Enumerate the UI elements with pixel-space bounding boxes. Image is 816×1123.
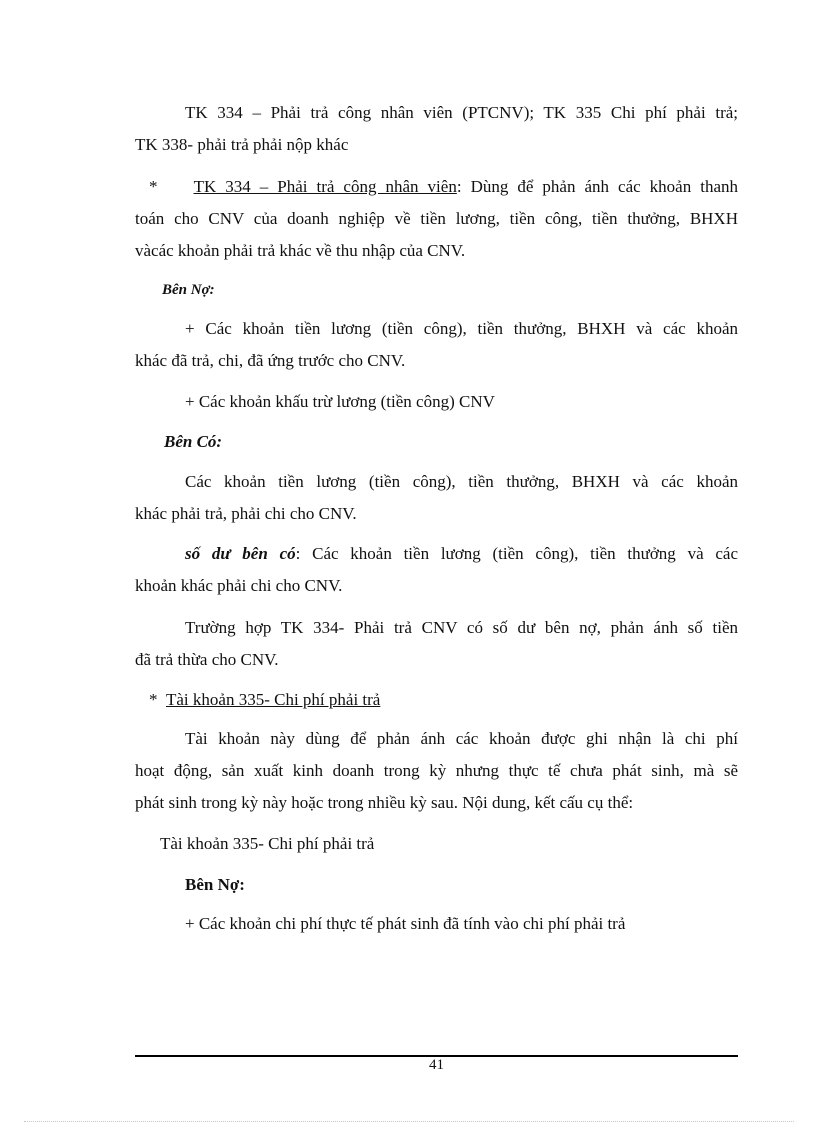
text-line: hoạt động, sản xuất kinh doanh trong kỳ nhưng thực tế chưa phát sinh, mà sẽ (135, 761, 738, 780)
paragraph-credit-balance (135, 538, 738, 602)
paragraph-tk335-description (135, 723, 738, 819)
section-heading-line (135, 171, 738, 203)
text-line: TK 338- phải trả phải nộp khác (135, 135, 349, 154)
paragraph-debit-items (135, 313, 738, 377)
bullet-marker: * (149, 177, 158, 196)
paragraph-credit-items (135, 466, 738, 530)
label-ben-co: Bên Có: (164, 432, 223, 451)
section-tk335 (135, 684, 738, 716)
text-line: Tài khoản này dùng để phản ánh các khoản được ghi nhận là chi phí (185, 729, 738, 748)
page-number: 41 (429, 1057, 444, 1073)
section-heading-line (135, 684, 738, 716)
section-heading: Tài khoản 335- Chi phí phải trả (166, 690, 381, 709)
paragraph-actual-expenses: + Các khoản chi phí thực tế phát sinh đã tính vào chi phí phải trả (185, 914, 626, 933)
section-heading: TK 334 – Phải trả công nhân viên (193, 177, 457, 196)
text-line: khác đã trả, chi, đã ứng trước cho CNV. (135, 351, 406, 370)
text-line: toán cho CNV của doanh nghiệp về tiền lương, tiền công, tiền thưởng, BHXH (135, 209, 738, 228)
text-line: Các khoản tiền lương (tiền công), tiền thưởng, BHXH và các khoản (185, 472, 738, 491)
text-line (135, 538, 738, 570)
text-line: khác phải trả, phải chi cho CNV. (135, 504, 357, 523)
text-line: phát sinh trong kỳ này hoặc trong nhiều kỳ sau. Nội dung, kết cấu cụ thể: (135, 793, 634, 812)
paragraph-tk335-title: Tài khoản 335- Chi phí phải trả (160, 834, 375, 853)
page-bottom-border (24, 1121, 794, 1122)
paragraph-debit-balance (135, 612, 738, 676)
paragraph-accounts-intro (135, 97, 738, 161)
text-line: TK 334 – Phải trả công nhân viên (PTCNV); TK 335 Chi phí phải trả; (185, 103, 738, 122)
label-ben-no: Bên Nợ: (162, 282, 215, 298)
text-line: khoản khác phải chi cho CNV. (135, 576, 343, 595)
bullet-marker: * (149, 690, 158, 709)
label-ben-no-2: Bên Nợ: (185, 875, 245, 894)
section-heading-rest: : Dùng để phản ánh các khoản thanh (456, 177, 738, 196)
text-run: : Các khoản tiền lương (tiền công), tiền thưởng và các (295, 544, 738, 563)
text-line: Trường hợp TK 334- Phải trả CNV có số dư bên nợ, phản ánh số tiền (185, 618, 738, 637)
text-line: vàcác khoản phải trả khác về thu nhập của CNV. (135, 241, 466, 260)
label-so-du-ben-co: số dư bên có (185, 544, 296, 563)
section-tk334 (135, 171, 738, 267)
text-line: + Các khoản tiền lương (tiền công), tiền thưởng, BHXH và các khoản (185, 319, 738, 338)
paragraph-deductions: + Các khoản khấu trừ lương (tiền công) CNV (185, 392, 495, 411)
text-line: đã trả thừa cho CNV. (135, 650, 279, 669)
